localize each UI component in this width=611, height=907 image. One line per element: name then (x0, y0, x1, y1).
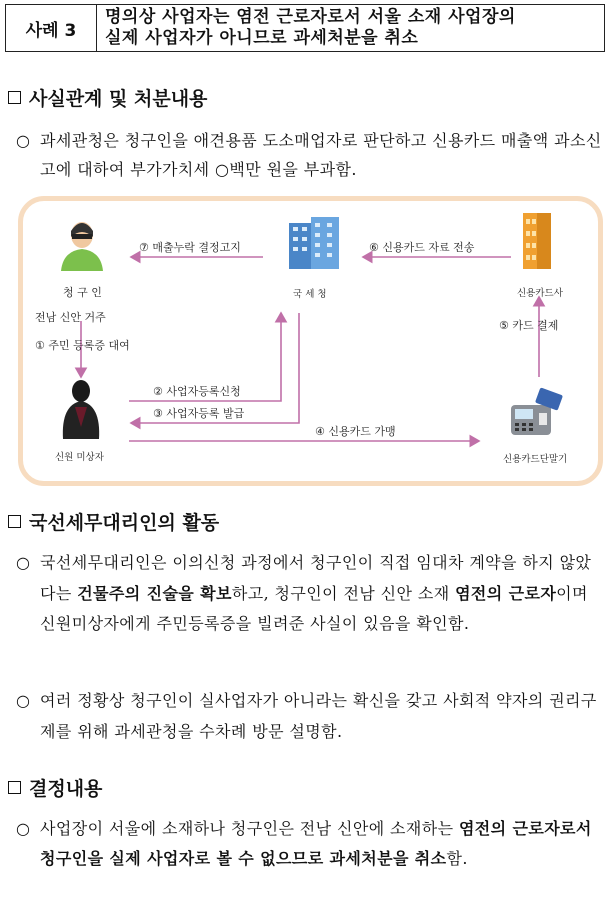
arrow-3-label: ③ 사업자등록 발급 (153, 407, 245, 420)
building-icon (285, 215, 343, 273)
arrow-6-label: ⑥ 신용카드 자료 전송 (369, 241, 475, 254)
facts-paragraph (16, 126, 606, 184)
square-bullet-icon (8, 515, 21, 528)
case-title-line2: 실제 사업자가 아니므로 과세처분을 취소 (105, 28, 419, 48)
card-company-label: 신용카드사 (517, 288, 563, 299)
section-heading-text: 사실관계 및 처분내용 (29, 88, 208, 110)
activities-text-1 (16, 548, 606, 640)
activities-text-1-c: 이며 신원미상자에게 주민등록증을 빌려준 사실이 있음을 확인함. (40, 583, 588, 633)
terminal-label: 신용카드단말기 (503, 454, 568, 465)
case-header (5, 4, 605, 52)
section-heading-decision (8, 774, 102, 801)
circle-bullet: ○ (16, 131, 31, 150)
section-heading-text: 결정내용 (29, 778, 103, 800)
decision-text (16, 814, 606, 874)
activities-paragraph-1 (16, 548, 606, 640)
case-title (97, 5, 604, 51)
arrow-1-label: ① 주민 등록증 대여 (35, 339, 130, 352)
decision-paragraph (16, 814, 606, 874)
section-heading-facts (8, 84, 207, 111)
claimant-label: 청 구 인 (63, 286, 102, 299)
decision-text-a: 사업장이 서울에 소재하나 청구인은 전남 신안에 소재하는 (40, 819, 459, 838)
impostor-label: 신원 미상자 (55, 452, 104, 463)
arrow-2-label: ② 사업자등록신청 (153, 385, 241, 398)
person-icon (57, 217, 107, 271)
case-title-line1: 명의상 사업자는 염전 근로자로서 서울 소재 사업장의 (105, 7, 516, 27)
case-label: 사례 3 (6, 5, 97, 51)
square-bullet-icon (8, 91, 21, 104)
activities-text-2: 여러 정황상 청구인이 실사업자가 아니라는 확신을 갖고 사회적 약자의 권리구제를 위해 과세관청을 수차례 방문 설명함. (40, 691, 597, 741)
tax-office-label: 국 세 청 (293, 289, 327, 300)
claimant-note: 전남 신안 거주 (35, 311, 106, 324)
activities-text-1-b: 하고, 청구인이 전남 신안 소재 (231, 583, 456, 603)
section-heading-text: 국선세무대리인의 활동 (29, 512, 220, 534)
office-tower-icon (517, 207, 557, 271)
facts-text: 과세관청은 청구인을 애견용품 도소매업자로 판단하고 신용카드 매출액 과소신고에 대하여 부가가치세 ○백만 원을 부과함. (40, 131, 602, 179)
circle-bullet: ○ (16, 819, 31, 838)
card-terminal-icon (505, 387, 569, 439)
anonymous-person-icon (57, 377, 105, 439)
circle-bullet: ○ (16, 553, 31, 572)
activities-text-1-a: 국선세무대리인은 이의신청 과정에서 청구인이 직접 임대차 계약을 하지 않았다는 (40, 553, 592, 603)
flow-diagram (18, 196, 603, 486)
arrow-7-label: ⑦ 매출누락 결정고지 (139, 241, 241, 254)
activities-paragraph-2 (16, 686, 606, 747)
arrow-4-label: ④ 신용카드 가맹 (315, 425, 396, 438)
decision-text-bold: 염전의 근로자로서 청구인을 실제 사업자로 볼 수 없으므로 과세처분을 취소 (40, 819, 592, 868)
activities-text-1-bold-a: 건물주의 진술을 확보 (77, 583, 232, 603)
arrow-5-label: ⑤ 카드 결제 (499, 319, 559, 332)
section-heading-activities (8, 508, 219, 535)
activities-text-1-bold-b: 염전의 근로자 (455, 583, 557, 603)
circle-bullet: ○ (16, 691, 31, 710)
decision-text-b: 함. (446, 849, 468, 868)
square-bullet-icon (8, 781, 21, 794)
